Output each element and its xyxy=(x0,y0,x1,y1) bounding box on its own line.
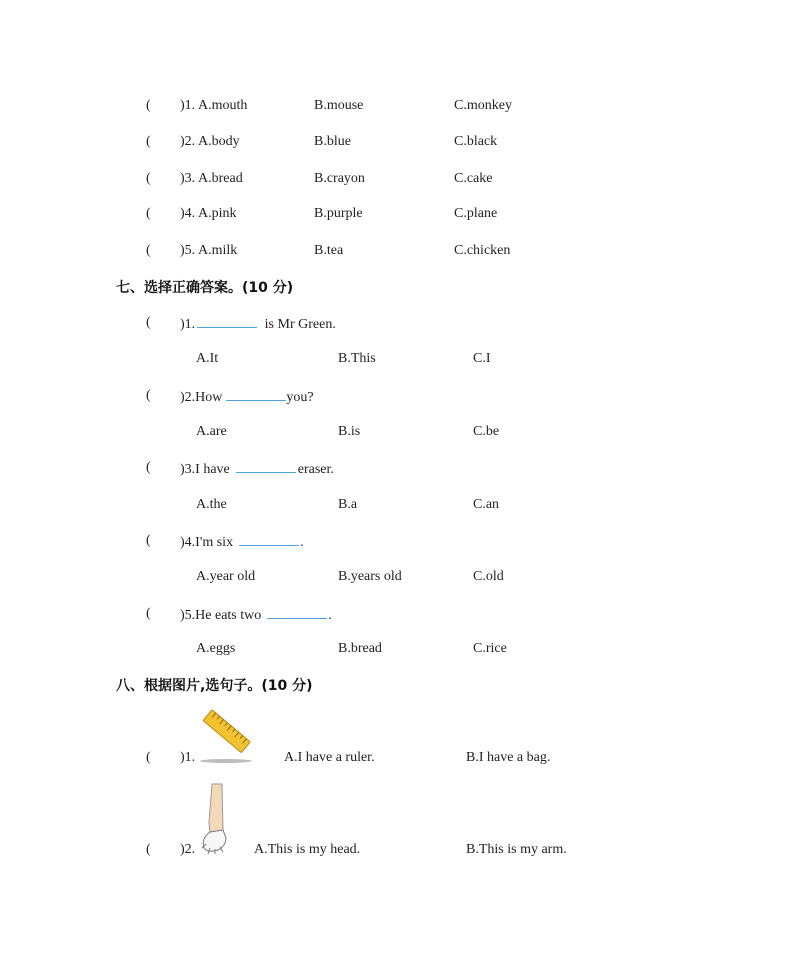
question-stem: )4.I'm six . xyxy=(180,531,304,553)
option-c: C.old xyxy=(473,569,504,584)
answer-bracket: ( xyxy=(146,134,151,149)
answer-bracket: ( xyxy=(146,750,151,765)
option-c: C.chicken xyxy=(454,243,511,258)
option-c: C.be xyxy=(473,424,500,439)
option-a: A.pink xyxy=(198,206,237,221)
question-row xyxy=(0,748,794,768)
answer-bracket: ( xyxy=(146,606,151,621)
section-title: 八、根据图片,选句子。(10 分) xyxy=(116,678,313,694)
option-c: C.black xyxy=(454,134,498,149)
question-number: )2. xyxy=(180,134,196,149)
options-row xyxy=(0,639,794,659)
question-stem: )3.I have eraser. xyxy=(180,458,334,480)
options-row xyxy=(0,349,794,369)
option-a: A.I have a ruler. xyxy=(284,750,375,765)
option-c: C.monkey xyxy=(454,98,512,113)
answer-blank[interactable] xyxy=(236,458,296,473)
question-number: )5. xyxy=(180,243,196,258)
question-number: )4. xyxy=(180,206,196,221)
answer-blank[interactable] xyxy=(197,313,257,328)
question-row xyxy=(0,313,794,333)
question-stem: )5.He eats two . xyxy=(180,604,332,626)
option-c: C.I xyxy=(473,351,491,366)
option-c: C.an xyxy=(473,497,500,512)
option-b: B.blue xyxy=(314,134,351,149)
answer-bracket: ( xyxy=(146,388,151,403)
question-number: )2. xyxy=(180,842,196,857)
question-row xyxy=(0,458,794,478)
question-row xyxy=(0,604,794,624)
option-b: B.a xyxy=(338,497,358,512)
option-b: B.is xyxy=(338,424,361,439)
question-number: )3. xyxy=(180,171,196,186)
option-a: A.mouth xyxy=(198,98,248,113)
answer-bracket: ( xyxy=(146,533,151,548)
option-a: A.This is my head. xyxy=(254,842,361,857)
question-row xyxy=(0,132,794,152)
question-number: )1. xyxy=(180,750,196,765)
answer-bracket: ( xyxy=(146,842,151,857)
option-b: B.years old xyxy=(338,569,402,584)
option-a: A.milk xyxy=(198,243,238,258)
answer-blank[interactable] xyxy=(226,386,286,401)
option-b: B.bread xyxy=(338,641,382,656)
option-b: B.purple xyxy=(314,206,363,221)
section-title: 七、选择正确答案。(10 分) xyxy=(116,280,294,296)
option-c: C.cake xyxy=(454,171,493,186)
option-a: A.bread xyxy=(198,171,243,186)
question-stem: )1. is Mr Green. xyxy=(180,313,336,335)
answer-blank[interactable] xyxy=(267,604,327,619)
question-row xyxy=(0,241,794,261)
question-row xyxy=(0,840,794,860)
option-b: B.This is my arm. xyxy=(466,842,567,857)
question-stem: )2.How you? xyxy=(180,386,314,408)
answer-bracket: ( xyxy=(146,315,151,330)
option-a: A.year old xyxy=(196,569,256,584)
question-number: )1. xyxy=(180,98,196,113)
options-row xyxy=(0,422,794,442)
question-row xyxy=(0,96,794,116)
question-row xyxy=(0,204,794,224)
options-row xyxy=(0,567,794,587)
option-b: B.This xyxy=(338,351,376,366)
question-row xyxy=(0,531,794,551)
option-a: A.body xyxy=(198,134,240,149)
answer-blank[interactable] xyxy=(239,531,299,546)
option-b: B.mouse xyxy=(314,98,364,113)
option-b: B.tea xyxy=(314,243,344,258)
answer-bracket: ( xyxy=(146,98,151,113)
option-b: B.I have a bag. xyxy=(466,750,551,765)
question-row xyxy=(0,169,794,189)
option-a: A.It xyxy=(196,351,219,366)
answer-bracket: ( xyxy=(146,460,151,475)
option-a: A.the xyxy=(196,497,227,512)
answer-bracket: ( xyxy=(146,243,151,258)
option-b: B.crayon xyxy=(314,171,365,186)
answer-bracket: ( xyxy=(146,206,151,221)
answer-bracket: ( xyxy=(146,171,151,186)
options-row xyxy=(0,495,794,515)
option-c: C.rice xyxy=(473,641,507,656)
option-a: A.are xyxy=(196,424,227,439)
option-a: A.eggs xyxy=(196,641,236,656)
option-c: C.plane xyxy=(454,206,498,221)
question-row xyxy=(0,386,794,406)
